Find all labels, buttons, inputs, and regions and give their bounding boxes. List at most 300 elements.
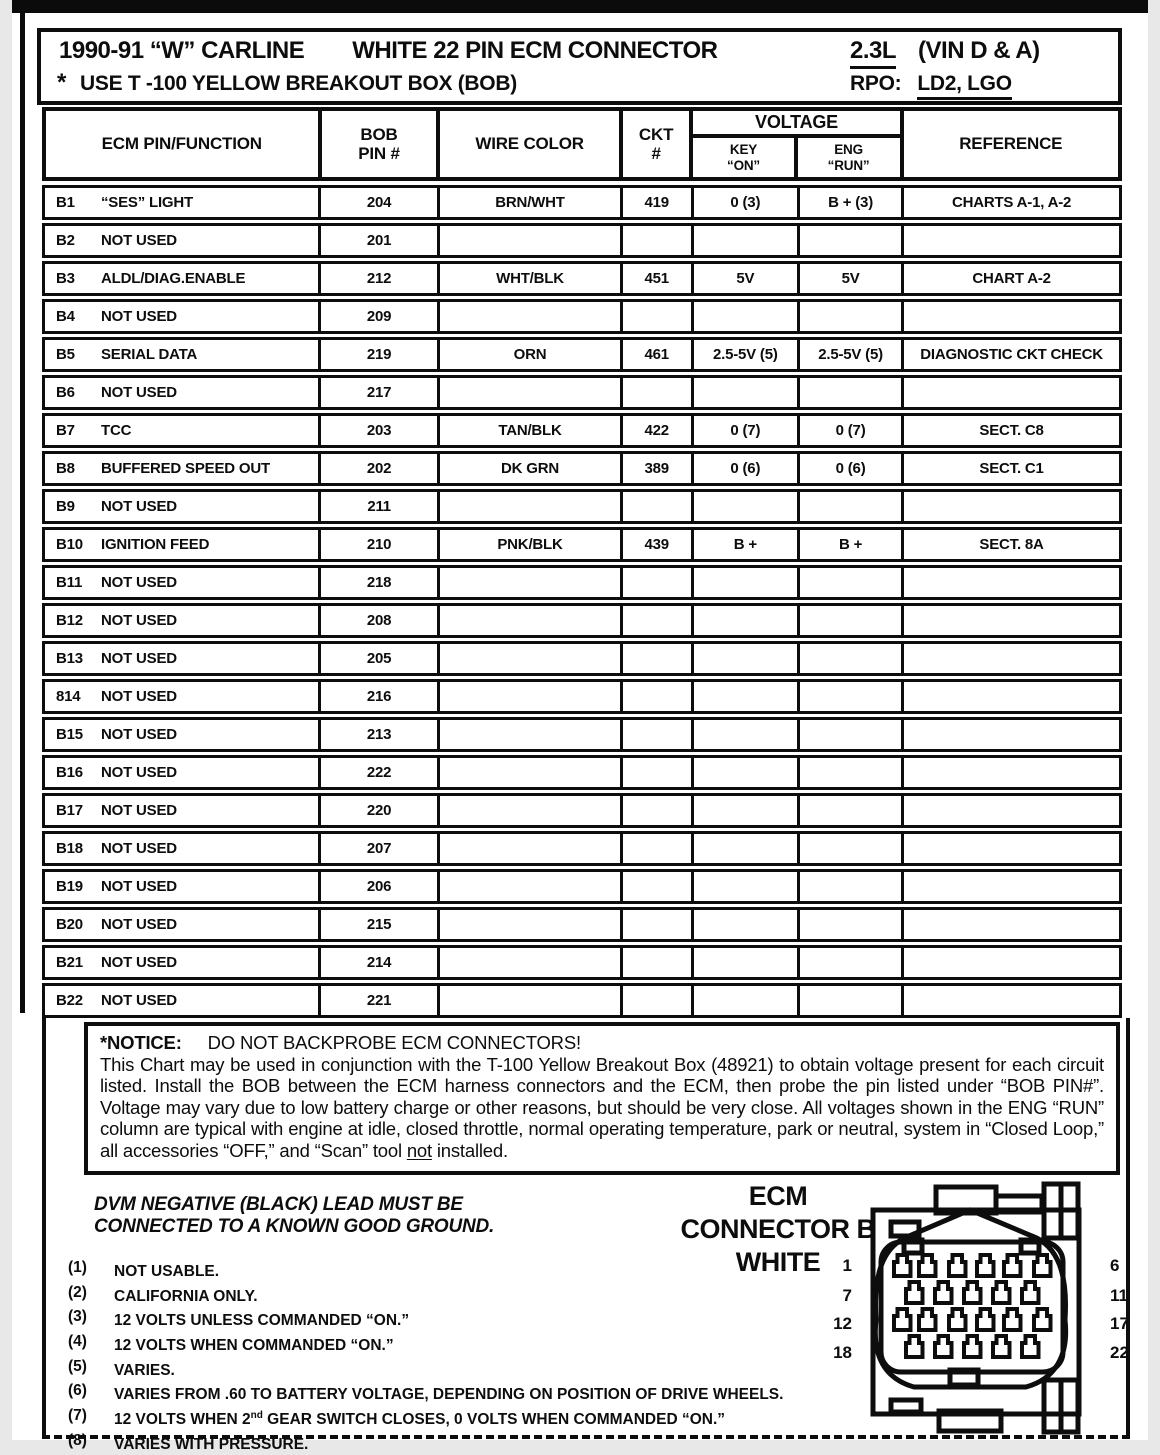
cell-voltage-key-on bbox=[694, 872, 800, 901]
table-header-row bbox=[42, 107, 1122, 181]
cell-ckt-number bbox=[623, 644, 694, 673]
cell-reference bbox=[904, 606, 1119, 635]
ecm-table-body bbox=[42, 185, 1122, 1018]
cell-wire-color: BRN/WHT bbox=[440, 188, 623, 217]
cell-bob-pin: 222 bbox=[321, 758, 440, 787]
cell-pin-function bbox=[45, 530, 321, 559]
footnote-text bbox=[114, 1357, 175, 1382]
footnote-item bbox=[68, 1381, 783, 1406]
ecm-pinout-table bbox=[42, 107, 1122, 1021]
footnote-number: (7) bbox=[68, 1406, 87, 1424]
cell-reference: SECT. 8A bbox=[979, 536, 1044, 553]
footnote-number: (4) bbox=[68, 1332, 87, 1350]
cell-reference bbox=[904, 682, 1119, 711]
notice-body bbox=[100, 1054, 1104, 1162]
cell-wire-color bbox=[440, 492, 623, 521]
pin-id: B9 bbox=[56, 498, 75, 515]
footnote-item bbox=[68, 1307, 783, 1332]
footnote-text-pre: NOT USABLE. bbox=[114, 1263, 220, 1281]
footnote-number: (5) bbox=[68, 1357, 87, 1375]
table-row bbox=[42, 413, 1122, 448]
cell-bob-pin: 210 bbox=[321, 530, 440, 559]
scanned-manual-page bbox=[12, 0, 1148, 1453]
dvm-note-line2: CONNECTED TO A KNOWN GOOD GROUND. bbox=[94, 1216, 495, 1238]
pin-id: B1 bbox=[56, 194, 75, 211]
footnote-text-pre: VARIES. bbox=[114, 1361, 175, 1379]
connector-caption-line3: WHITE bbox=[735, 1247, 821, 1277]
cell-ckt-number bbox=[623, 606, 694, 635]
cell-wire-color bbox=[440, 644, 623, 673]
cell-voltage-eng-run bbox=[800, 568, 904, 597]
notice-underlined-word: not bbox=[406, 1139, 432, 1161]
pin-label-6: 6 bbox=[1110, 1256, 1120, 1275]
notice-headline: DO NOT BACKPROBE ECM CONNECTORS! bbox=[207, 1032, 581, 1053]
cell-wire-color bbox=[440, 948, 623, 977]
notice-headline-row bbox=[100, 1032, 1104, 1054]
cell-voltage-eng-run bbox=[800, 302, 904, 331]
pin-id: B22 bbox=[56, 992, 83, 1009]
pin-function: NOT USED bbox=[101, 954, 177, 971]
dvm-ground-note bbox=[94, 1194, 494, 1239]
pin-function: NOT USED bbox=[101, 612, 177, 629]
table-row bbox=[42, 261, 1122, 296]
pin-id: B20 bbox=[56, 916, 83, 933]
cell-ckt-number bbox=[623, 226, 694, 255]
cell-pin-function bbox=[45, 872, 321, 901]
cell-voltage-key-on bbox=[694, 492, 800, 521]
cell-reference: SECT. C1 bbox=[979, 460, 1044, 477]
cell-pin-function bbox=[45, 416, 321, 445]
cell-voltage-eng-run bbox=[800, 796, 904, 825]
header-reference: REFERENCE bbox=[959, 134, 1063, 154]
table-row bbox=[42, 299, 1122, 334]
vin-codes: (VIN D & A) bbox=[918, 37, 1040, 64]
cell-voltage-key-on bbox=[694, 948, 800, 977]
cell-voltage-eng-run bbox=[800, 644, 904, 673]
cell-ckt-number: 422 bbox=[623, 416, 694, 445]
cell-wire-color bbox=[440, 910, 623, 939]
cell-reference bbox=[904, 302, 1119, 331]
cell-wire-color bbox=[440, 682, 623, 711]
cell-bob-pin: 215 bbox=[321, 910, 440, 939]
cell-ckt-number bbox=[623, 910, 694, 939]
scan-artifact-left-line bbox=[20, 13, 25, 1013]
footnote-text-pre: 12 VOLTS WHEN 2 bbox=[114, 1411, 251, 1429]
footnote-text-pre: CALIFORNIA ONLY. bbox=[114, 1287, 258, 1305]
table-row bbox=[42, 337, 1122, 372]
cell-pin-function bbox=[45, 492, 321, 521]
footnote-text bbox=[114, 1381, 783, 1406]
footnote-number: (2) bbox=[68, 1283, 87, 1301]
cell-ckt-number: 451 bbox=[623, 264, 694, 293]
cell-pin-function bbox=[45, 378, 321, 407]
cell-wire-color bbox=[440, 872, 623, 901]
cell-pin-function bbox=[45, 226, 321, 255]
pin-function: NOT USED bbox=[101, 498, 177, 515]
table-row bbox=[42, 983, 1122, 1018]
pin-function: BUFFERED SPEED OUT bbox=[101, 460, 270, 477]
cell-bob-pin: 204 bbox=[321, 188, 440, 217]
header-eng-run bbox=[798, 138, 900, 177]
footnote-number: (6) bbox=[68, 1382, 87, 1400]
cavity-key-notch-right bbox=[1021, 1240, 1039, 1253]
header-voltage: VOLTAGE bbox=[693, 111, 899, 138]
cell-voltage-key-on bbox=[694, 720, 800, 749]
footnote-list bbox=[68, 1258, 783, 1455]
header-bob-line2: PIN # bbox=[358, 144, 400, 163]
cell-wire-color bbox=[440, 606, 623, 635]
cell-reference bbox=[904, 986, 1119, 1015]
pin-label-22: 22 bbox=[1110, 1343, 1129, 1362]
header-bob-pin bbox=[322, 111, 441, 177]
cell-bob-pin: 212 bbox=[321, 264, 440, 293]
cell-reference bbox=[904, 644, 1119, 673]
cell-voltage-key-on: B + bbox=[694, 530, 800, 559]
cell-bob-pin: 216 bbox=[321, 682, 440, 711]
footnote-item bbox=[68, 1431, 783, 1455]
cell-reference bbox=[904, 720, 1119, 749]
footnote-text bbox=[114, 1431, 308, 1455]
cell-ckt-number bbox=[623, 378, 694, 407]
pin-function: NOT USED bbox=[101, 802, 177, 819]
pin-id: B12 bbox=[56, 612, 83, 629]
connector-caption-line1: ECM bbox=[748, 1181, 808, 1211]
footnote-text bbox=[114, 1406, 725, 1431]
cell-ckt-number bbox=[623, 948, 694, 977]
pin-label-12: 12 bbox=[833, 1314, 852, 1333]
connector-figure bbox=[794, 1178, 1160, 1440]
header-key-line1: KEY bbox=[729, 141, 758, 157]
footnote-text bbox=[114, 1283, 258, 1308]
cell-reference bbox=[904, 948, 1119, 977]
cell-ckt-number bbox=[623, 682, 694, 711]
cell-voltage-key-on bbox=[694, 226, 800, 255]
notice-body-end: installed. bbox=[431, 1139, 508, 1161]
cell-wire-color: PNK/BLK bbox=[440, 530, 623, 559]
cell-wire-color bbox=[440, 226, 623, 255]
cell-voltage-key-on bbox=[694, 302, 800, 331]
rpo-label: RPO: bbox=[850, 72, 902, 95]
cell-voltage-key-on: 0 (7) bbox=[694, 416, 800, 445]
cell-pin-function bbox=[45, 568, 321, 597]
table-row bbox=[42, 451, 1122, 486]
cell-ckt-number: 389 bbox=[623, 454, 694, 483]
cell-pin-function bbox=[45, 454, 321, 483]
header-key-line2: “ON” bbox=[727, 157, 760, 173]
table-row bbox=[42, 603, 1122, 638]
connector-pins bbox=[894, 1255, 1051, 1357]
footnote-item bbox=[68, 1406, 783, 1431]
table-row bbox=[42, 527, 1122, 562]
pin-id: B3 bbox=[56, 270, 75, 287]
table-row bbox=[42, 717, 1122, 752]
pin-function: NOT USED bbox=[101, 574, 177, 591]
cell-voltage-key-on: 2.5-5V (5) bbox=[694, 340, 800, 369]
engine-info bbox=[850, 37, 1102, 69]
rpo-value: LD2, LGO bbox=[917, 72, 1011, 100]
pin-id: B15 bbox=[56, 726, 83, 743]
cell-voltage-eng-run bbox=[800, 910, 904, 939]
cell-voltage-eng-run bbox=[800, 948, 904, 977]
pin-id: B16 bbox=[56, 764, 83, 781]
header-eng-line1: ENG bbox=[834, 141, 863, 157]
pin-function: NOT USED bbox=[101, 764, 177, 781]
footnote-number: (3) bbox=[68, 1308, 87, 1326]
connector-title: WHITE 22 PIN ECM CONNECTOR bbox=[352, 37, 718, 64]
header-voltage-group bbox=[693, 111, 903, 177]
cell-voltage-eng-run bbox=[800, 226, 904, 255]
notice-label: *NOTICE: bbox=[100, 1032, 182, 1053]
pin-id: B4 bbox=[56, 308, 75, 325]
pin-function: NOT USED bbox=[101, 384, 177, 401]
cell-bob-pin: 208 bbox=[321, 606, 440, 635]
cell-bob-pin: 217 bbox=[321, 378, 440, 407]
cell-reference bbox=[904, 796, 1119, 825]
header-line-1 bbox=[57, 37, 1102, 69]
footnote-text-pre: VARIES FROM .60 TO BATTERY VOLTAGE, DEPENDING ON POSITION OF DRIVE WHEELS. bbox=[114, 1386, 784, 1404]
pin-function: SERIAL DATA bbox=[101, 346, 198, 363]
pin-id: B18 bbox=[56, 840, 83, 857]
breakout-box-note: USE T -100 YELLOW BREAKOUT BOX (BOB) bbox=[80, 72, 517, 95]
footnote-text bbox=[114, 1307, 409, 1332]
pin-function: NOT USED bbox=[101, 308, 177, 325]
cell-ckt-number bbox=[623, 758, 694, 787]
cell-reference bbox=[904, 378, 1119, 407]
cell-voltage-eng-run: 2.5-5V (5) bbox=[800, 340, 904, 369]
pin-function: TCC bbox=[101, 422, 132, 439]
cell-ckt-number bbox=[623, 796, 694, 825]
cell-voltage-eng-run bbox=[800, 758, 904, 787]
cell-voltage-key-on bbox=[694, 606, 800, 635]
cell-pin-function bbox=[45, 188, 321, 217]
cell-bob-pin: 201 bbox=[321, 226, 440, 255]
pin-id: B11 bbox=[56, 574, 83, 591]
cell-pin-function bbox=[45, 302, 321, 331]
cell-ckt-number bbox=[623, 492, 694, 521]
cell-voltage-key-on: 0 (6) bbox=[694, 454, 800, 483]
pin-function: NOT USED bbox=[101, 992, 177, 1009]
cell-wire-color: TAN/BLK bbox=[440, 416, 623, 445]
pin-function: NOT USED bbox=[101, 840, 177, 857]
cell-pin-function bbox=[45, 834, 321, 863]
pin-id: B8 bbox=[56, 460, 75, 477]
cell-voltage-eng-run bbox=[800, 834, 904, 863]
header-voltage-subrow bbox=[693, 138, 899, 177]
bottom-section bbox=[42, 1018, 1130, 1453]
pin-label-18: 18 bbox=[833, 1343, 852, 1362]
cell-wire-color bbox=[440, 720, 623, 749]
pin-id: 814 bbox=[56, 688, 81, 705]
cell-voltage-key-on bbox=[694, 758, 800, 787]
cell-bob-pin: 207 bbox=[321, 834, 440, 863]
cell-bob-pin: 221 bbox=[321, 986, 440, 1015]
footnote-item bbox=[68, 1357, 783, 1382]
cell-pin-function bbox=[45, 606, 321, 635]
notice-body-text: This Chart may be used in conjunction with the T-100 Yellow Breakout Box (48921) to obtain voltage present for each circuit listed. Install the BOB between the ECM harness connectors and the ECM, then probe the pin listed under “BOB PIN#”. Voltage may vary due to low battery charge or other reasons, but should be very close. All voltages shown in the ENG “RUN” column are typical with engine at idle, closed throttle, normal operating temperature, park or neutral, system in “Closed Loop,” all accessories “OFF,” and “Scan” tool bbox=[100, 1053, 1104, 1161]
header-ckt-line2: # bbox=[651, 144, 661, 163]
cell-voltage-key-on bbox=[694, 378, 800, 407]
cell-voltage-key-on bbox=[694, 644, 800, 673]
cell-bob-pin: 211 bbox=[321, 492, 440, 521]
cell-voltage-eng-run: B + (3) bbox=[800, 188, 904, 217]
cell-reference bbox=[904, 834, 1119, 863]
cell-reference bbox=[904, 226, 1119, 255]
table-row bbox=[42, 869, 1122, 904]
cell-voltage-key-on bbox=[694, 834, 800, 863]
cell-voltage-eng-run bbox=[800, 720, 904, 749]
cell-bob-pin: 206 bbox=[321, 872, 440, 901]
header-ckt bbox=[623, 111, 694, 177]
header-bob-line1: BOB bbox=[360, 124, 398, 144]
cell-reference: DIAGNOSTIC CKT CHECK bbox=[920, 346, 1103, 363]
scan-artifact-top-bar bbox=[12, 0, 1148, 13]
pin-function: NOT USED bbox=[101, 916, 177, 933]
cell-bob-pin: 214 bbox=[321, 948, 440, 977]
pin-id: B7 bbox=[56, 422, 75, 439]
notice-box bbox=[84, 1022, 1120, 1175]
pin-function: IGNITION FEED bbox=[101, 536, 210, 553]
cell-voltage-key-on bbox=[694, 568, 800, 597]
footnote-number: (8) bbox=[68, 1431, 87, 1449]
table-row bbox=[42, 641, 1122, 676]
pin-id: B19 bbox=[56, 878, 83, 895]
cell-bob-pin: 219 bbox=[321, 340, 440, 369]
cell-wire-color: ORN bbox=[440, 340, 623, 369]
cell-wire-color: DK GRN bbox=[440, 454, 623, 483]
cell-voltage-key-on bbox=[694, 796, 800, 825]
ecm-connector-diagram bbox=[864, 1178, 1104, 1440]
table-row bbox=[42, 223, 1122, 258]
footnote-text-pre: VARIES WITH PRESSURE. bbox=[114, 1435, 309, 1453]
cell-pin-function bbox=[45, 758, 321, 787]
cell-pin-function bbox=[45, 948, 321, 977]
header-eng-line2: “RUN” bbox=[827, 157, 870, 173]
pin-function: ALDL/DIAG.ENABLE bbox=[101, 270, 246, 287]
pin-label-17: 17 bbox=[1110, 1314, 1129, 1333]
cell-voltage-eng-run: 0 (7) bbox=[800, 416, 904, 445]
cell-bob-pin: 218 bbox=[321, 568, 440, 597]
carline-title: 1990-91 “W” CARLINE bbox=[59, 37, 305, 64]
cell-voltage-key-on: 0 (3) bbox=[694, 188, 800, 217]
table-row bbox=[42, 907, 1122, 942]
header-key-on bbox=[693, 138, 797, 177]
rpo-info bbox=[850, 72, 1102, 100]
pin-id: B10 bbox=[56, 536, 83, 553]
footnote-superscript: nd bbox=[250, 1409, 263, 1421]
cell-pin-function bbox=[45, 910, 321, 939]
pin-id: B6 bbox=[56, 384, 75, 401]
cell-wire-color bbox=[440, 568, 623, 597]
connector-caption-line2: CONNECTOR B bbox=[680, 1214, 876, 1244]
cell-wire-color bbox=[440, 796, 623, 825]
cell-ckt-number bbox=[623, 834, 694, 863]
cell-bob-pin: 205 bbox=[321, 644, 440, 673]
footnote-text-pre: 12 VOLTS UNLESS COMMANDED “ON.” bbox=[114, 1312, 410, 1330]
cell-reference: SECT. C8 bbox=[979, 422, 1044, 439]
cell-wire-color bbox=[440, 834, 623, 863]
connector-bottom-left-notch bbox=[891, 1400, 921, 1412]
cell-ckt-number: 461 bbox=[623, 340, 694, 369]
cell-ckt-number: 419 bbox=[623, 188, 694, 217]
pin-label-1: 1 bbox=[842, 1256, 852, 1275]
cell-wire-color bbox=[440, 986, 623, 1015]
pin-id: B21 bbox=[56, 954, 83, 971]
cell-reference: CHART A-2 bbox=[972, 270, 1051, 287]
cell-reference bbox=[904, 872, 1119, 901]
cell-ckt-number: 439 bbox=[623, 530, 694, 559]
cavity-key-notch-left bbox=[904, 1240, 922, 1253]
footnote-text-pre: 12 VOLTS WHEN COMMANDED “ON.” bbox=[114, 1337, 394, 1355]
footnote-item bbox=[68, 1283, 783, 1308]
pin-id: B5 bbox=[56, 346, 75, 363]
pin-id: B2 bbox=[56, 232, 75, 249]
table-row bbox=[42, 831, 1122, 866]
cell-voltage-eng-run bbox=[800, 606, 904, 635]
dvm-note-line1: DVM NEGATIVE (BLACK) LEAD MUST BE bbox=[94, 1194, 463, 1215]
connector-top-step bbox=[996, 1196, 1042, 1212]
pin-function: “SES” LIGHT bbox=[101, 194, 193, 211]
header-line-2 bbox=[57, 69, 1102, 100]
cell-pin-function bbox=[45, 682, 321, 711]
cell-voltage-key-on bbox=[694, 682, 800, 711]
table-row bbox=[42, 185, 1122, 220]
cell-bob-pin: 202 bbox=[321, 454, 440, 483]
cell-voltage-key-on bbox=[694, 910, 800, 939]
pin-label-11: 11 bbox=[1110, 1286, 1128, 1305]
cell-pin-function bbox=[45, 796, 321, 825]
footnote-text-post: GEAR SWITCH CLOSES, 0 VOLTS WHEN COMMANDED “ON.” bbox=[262, 1411, 726, 1429]
cell-ckt-number bbox=[623, 302, 694, 331]
pin-id: B13 bbox=[56, 650, 83, 667]
cell-wire-color bbox=[440, 302, 623, 331]
cell-voltage-eng-run: 0 (6) bbox=[800, 454, 904, 483]
table-row bbox=[42, 755, 1122, 790]
pin-id: B17 bbox=[56, 802, 83, 819]
table-row bbox=[42, 793, 1122, 828]
cell-voltage-key-on bbox=[694, 986, 800, 1015]
pin-function: NOT USED bbox=[101, 232, 177, 249]
header-pin-function: ECM PIN/FUNCTION bbox=[46, 111, 322, 177]
footnote-text bbox=[114, 1258, 219, 1283]
pin-function: NOT USED bbox=[101, 688, 177, 705]
cell-ckt-number bbox=[623, 986, 694, 1015]
cell-voltage-eng-run: 5V bbox=[800, 264, 904, 293]
cell-voltage-eng-run: B + bbox=[800, 530, 904, 559]
cell-ckt-number bbox=[623, 872, 694, 901]
cell-reference: CHARTS A-1, A-2 bbox=[951, 194, 1072, 211]
pin-label-7: 7 bbox=[842, 1286, 852, 1305]
engine-size: 2.3L bbox=[850, 37, 896, 69]
table-row bbox=[42, 375, 1122, 410]
table-row bbox=[42, 489, 1122, 524]
cell-reference bbox=[904, 492, 1119, 521]
cell-wire-color: WHT/BLK bbox=[440, 264, 623, 293]
cell-pin-function bbox=[45, 264, 321, 293]
asterisk-marker: * bbox=[57, 69, 67, 96]
cell-reference bbox=[904, 568, 1119, 597]
cell-voltage-eng-run bbox=[800, 378, 904, 407]
cell-pin-function bbox=[45, 340, 321, 369]
cell-pin-function bbox=[45, 986, 321, 1015]
cavity-bottom-key bbox=[950, 1370, 978, 1385]
pin-function: NOT USED bbox=[101, 878, 177, 895]
cell-wire-color bbox=[440, 758, 623, 787]
cell-reference bbox=[904, 910, 1119, 939]
cell-voltage-eng-run bbox=[800, 682, 904, 711]
cell-ckt-number bbox=[623, 720, 694, 749]
cell-ckt-number bbox=[623, 568, 694, 597]
cell-pin-function bbox=[45, 720, 321, 749]
